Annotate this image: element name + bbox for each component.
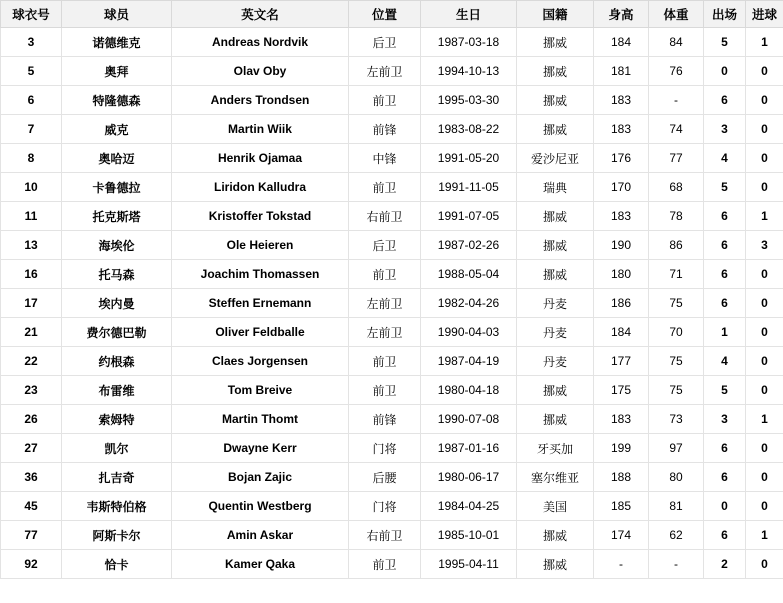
cell-goals: 0 [746, 115, 783, 144]
cell-height: 183 [594, 115, 649, 144]
table-row [1, 289, 783, 318]
cell-appearances: 6 [704, 260, 746, 289]
cell-appearances: 5 [704, 376, 746, 405]
cell-nationality: 挪威 [517, 57, 594, 86]
cell-height: 180 [594, 260, 649, 289]
cell-english-name: Kristoffer Tokstad [172, 202, 349, 231]
cell-nationality: 丹麦 [517, 347, 594, 376]
cell-appearances: 4 [704, 347, 746, 376]
cell-english-name: Kamer Qaka [172, 550, 349, 579]
cell-english-name: Joachim Thomassen [172, 260, 349, 289]
table-row [1, 463, 783, 492]
cell-english-name: Henrik Ojamaa [172, 144, 349, 173]
cell-birthday: 1987-04-19 [421, 347, 517, 376]
cell-position: 前卫 [349, 550, 421, 579]
cell-height: 183 [594, 405, 649, 434]
cell-appearances: 6 [704, 231, 746, 260]
cell-jersey-number: 26 [1, 405, 62, 434]
cell-nationality: 挪威 [517, 521, 594, 550]
cell-player-name: 埃内曼 [62, 289, 172, 318]
cell-goals: 1 [746, 28, 783, 57]
cell-english-name: Quentin Westberg [172, 492, 349, 521]
cell-birthday: 1991-11-05 [421, 173, 517, 202]
cell-jersey-number: 21 [1, 318, 62, 347]
cell-nationality: 美国 [517, 492, 594, 521]
cell-height: 183 [594, 86, 649, 115]
cell-nationality: 挪威 [517, 376, 594, 405]
cell-weight: 68 [649, 173, 704, 202]
column-header-height: 身高 [594, 1, 649, 28]
cell-english-name: Olav Oby [172, 57, 349, 86]
cell-weight: 75 [649, 347, 704, 376]
cell-nationality: 挪威 [517, 28, 594, 57]
cell-player-name: 布雷维 [62, 376, 172, 405]
cell-goals: 0 [746, 260, 783, 289]
cell-player-name: 托马森 [62, 260, 172, 289]
cell-jersey-number: 11 [1, 202, 62, 231]
cell-position: 前卫 [349, 86, 421, 115]
cell-english-name: Martin Wiik [172, 115, 349, 144]
cell-position: 左前卫 [349, 318, 421, 347]
cell-position: 门将 [349, 434, 421, 463]
cell-appearances: 6 [704, 202, 746, 231]
cell-appearances: 0 [704, 57, 746, 86]
cell-height: 183 [594, 202, 649, 231]
cell-player-name: 海埃伦 [62, 231, 172, 260]
cell-weight: 97 [649, 434, 704, 463]
cell-player-name: 奥拜 [62, 57, 172, 86]
cell-jersey-number: 45 [1, 492, 62, 521]
cell-height: 174 [594, 521, 649, 550]
cell-english-name: Martin Thomt [172, 405, 349, 434]
cell-nationality: 挪威 [517, 405, 594, 434]
cell-height: 190 [594, 231, 649, 260]
cell-height: 185 [594, 492, 649, 521]
cell-position: 前卫 [349, 347, 421, 376]
cell-jersey-number: 3 [1, 28, 62, 57]
cell-player-name: 韦斯特伯格 [62, 492, 172, 521]
cell-appearances: 6 [704, 521, 746, 550]
cell-nationality: 挪威 [517, 231, 594, 260]
cell-goals: 0 [746, 463, 783, 492]
cell-player-name: 威克 [62, 115, 172, 144]
cell-birthday: 1980-04-18 [421, 376, 517, 405]
cell-weight: 80 [649, 463, 704, 492]
cell-birthday: 1983-08-22 [421, 115, 517, 144]
cell-birthday: 1990-04-03 [421, 318, 517, 347]
cell-jersey-number: 27 [1, 434, 62, 463]
cell-nationality: 瑞典 [517, 173, 594, 202]
cell-english-name: Claes Jorgensen [172, 347, 349, 376]
cell-player-name: 托克斯塔 [62, 202, 172, 231]
cell-position: 门将 [349, 492, 421, 521]
cell-appearances: 6 [704, 434, 746, 463]
cell-goals: 0 [746, 434, 783, 463]
cell-weight: - [649, 550, 704, 579]
cell-birthday: 1991-05-20 [421, 144, 517, 173]
cell-position: 前锋 [349, 405, 421, 434]
cell-birthday: 1982-04-26 [421, 289, 517, 318]
cell-position: 前卫 [349, 260, 421, 289]
cell-player-name: 阿斯卡尔 [62, 521, 172, 550]
cell-birthday: 1995-03-30 [421, 86, 517, 115]
table-row [1, 347, 783, 376]
column-header-nationality: 国籍 [517, 1, 594, 28]
table-row [1, 231, 783, 260]
cell-goals: 0 [746, 550, 783, 579]
cell-goals: 1 [746, 202, 783, 231]
cell-weight: 76 [649, 57, 704, 86]
cell-jersey-number: 23 [1, 376, 62, 405]
cell-appearances: 4 [704, 144, 746, 173]
cell-english-name: Liridon Kalludra [172, 173, 349, 202]
table-row [1, 202, 783, 231]
cell-goals: 0 [746, 289, 783, 318]
cell-nationality: 挪威 [517, 260, 594, 289]
cell-appearances: 6 [704, 289, 746, 318]
cell-player-name: 费尔德巴勒 [62, 318, 172, 347]
cell-birthday: 1991-07-05 [421, 202, 517, 231]
cell-appearances: 6 [704, 463, 746, 492]
table-row [1, 376, 783, 405]
cell-birthday: 1987-02-26 [421, 231, 517, 260]
table-row [1, 550, 783, 579]
cell-position: 中锋 [349, 144, 421, 173]
cell-jersey-number: 10 [1, 173, 62, 202]
table-row [1, 405, 783, 434]
cell-weight: 71 [649, 260, 704, 289]
column-header-appearances: 出场 [704, 1, 746, 28]
cell-height: 177 [594, 347, 649, 376]
cell-goals: 1 [746, 521, 783, 550]
cell-goals: 0 [746, 318, 783, 347]
table-header-row [1, 1, 783, 28]
cell-nationality: 挪威 [517, 86, 594, 115]
cell-goals: 0 [746, 492, 783, 521]
cell-jersey-number: 36 [1, 463, 62, 492]
cell-birthday: 1987-03-18 [421, 28, 517, 57]
cell-english-name: Bojan Zajic [172, 463, 349, 492]
cell-birthday: 1995-04-11 [421, 550, 517, 579]
table-row [1, 173, 783, 202]
cell-weight: - [649, 86, 704, 115]
column-header-player-name: 球员 [62, 1, 172, 28]
cell-player-name: 卡鲁德拉 [62, 173, 172, 202]
column-header-position: 位置 [349, 1, 421, 28]
cell-player-name: 凯尔 [62, 434, 172, 463]
cell-birthday: 1984-04-25 [421, 492, 517, 521]
cell-birthday: 1987-01-16 [421, 434, 517, 463]
column-header-goals: 进球 [746, 1, 783, 28]
cell-height: 176 [594, 144, 649, 173]
cell-appearances: 3 [704, 405, 746, 434]
cell-position: 后卫 [349, 28, 421, 57]
column-header-english-name: 英文名 [172, 1, 349, 28]
cell-position: 右前卫 [349, 521, 421, 550]
table-row [1, 57, 783, 86]
cell-appearances: 1 [704, 318, 746, 347]
cell-height: 170 [594, 173, 649, 202]
cell-height: 184 [594, 28, 649, 57]
cell-height: - [594, 550, 649, 579]
cell-appearances: 5 [704, 173, 746, 202]
cell-english-name: Oliver Feldballe [172, 318, 349, 347]
cell-player-name: 索姆特 [62, 405, 172, 434]
cell-position: 右前卫 [349, 202, 421, 231]
cell-appearances: 3 [704, 115, 746, 144]
cell-goals: 0 [746, 376, 783, 405]
cell-goals: 1 [746, 405, 783, 434]
cell-jersey-number: 77 [1, 521, 62, 550]
column-header-jersey-number: 球衣号 [1, 1, 62, 28]
cell-birthday: 1994-10-13 [421, 57, 517, 86]
cell-english-name: Steffen Ernemann [172, 289, 349, 318]
cell-position: 后卫 [349, 231, 421, 260]
cell-weight: 86 [649, 231, 704, 260]
cell-jersey-number: 13 [1, 231, 62, 260]
cell-birthday: 1990-07-08 [421, 405, 517, 434]
cell-weight: 77 [649, 144, 704, 173]
cell-nationality: 牙买加 [517, 434, 594, 463]
cell-nationality: 挪威 [517, 550, 594, 579]
cell-goals: 3 [746, 231, 783, 260]
table-row [1, 28, 783, 57]
cell-birthday: 1980-06-17 [421, 463, 517, 492]
cell-birthday: 1988-05-04 [421, 260, 517, 289]
cell-appearances: 6 [704, 86, 746, 115]
cell-position: 左前卫 [349, 289, 421, 318]
cell-goals: 0 [746, 57, 783, 86]
cell-jersey-number: 17 [1, 289, 62, 318]
cell-height: 184 [594, 318, 649, 347]
cell-nationality: 挪威 [517, 115, 594, 144]
cell-jersey-number: 6 [1, 86, 62, 115]
cell-english-name: Tom Breive [172, 376, 349, 405]
cell-player-name: 特隆德森 [62, 86, 172, 115]
table-row [1, 144, 783, 173]
cell-weight: 74 [649, 115, 704, 144]
cell-nationality: 丹麦 [517, 289, 594, 318]
cell-english-name: Ole Heieren [172, 231, 349, 260]
cell-weight: 75 [649, 289, 704, 318]
cell-birthday: 1985-10-01 [421, 521, 517, 550]
cell-goals: 0 [746, 347, 783, 376]
table-row [1, 318, 783, 347]
table-row [1, 492, 783, 521]
cell-weight: 75 [649, 376, 704, 405]
cell-jersey-number: 16 [1, 260, 62, 289]
cell-weight: 70 [649, 318, 704, 347]
cell-nationality: 挪威 [517, 202, 594, 231]
cell-english-name: Anders Trondsen [172, 86, 349, 115]
cell-height: 186 [594, 289, 649, 318]
cell-english-name: Amin Askar [172, 521, 349, 550]
cell-jersey-number: 8 [1, 144, 62, 173]
cell-height: 199 [594, 434, 649, 463]
cell-weight: 73 [649, 405, 704, 434]
cell-english-name: Dwayne Kerr [172, 434, 349, 463]
cell-height: 188 [594, 463, 649, 492]
cell-height: 181 [594, 57, 649, 86]
cell-goals: 0 [746, 86, 783, 115]
cell-goals: 0 [746, 144, 783, 173]
cell-goals: 0 [746, 173, 783, 202]
cell-player-name: 扎吉奇 [62, 463, 172, 492]
cell-english-name: Andreas Nordvik [172, 28, 349, 57]
cell-weight: 81 [649, 492, 704, 521]
table-row [1, 260, 783, 289]
cell-nationality: 丹麦 [517, 318, 594, 347]
cell-position: 后腰 [349, 463, 421, 492]
cell-jersey-number: 22 [1, 347, 62, 376]
cell-nationality: 爱沙尼亚 [517, 144, 594, 173]
cell-player-name: 约根森 [62, 347, 172, 376]
table-row [1, 521, 783, 550]
cell-nationality: 塞尔维亚 [517, 463, 594, 492]
cell-position: 前卫 [349, 376, 421, 405]
cell-player-name: 恰卡 [62, 550, 172, 579]
cell-appearances: 5 [704, 28, 746, 57]
cell-position: 左前卫 [349, 57, 421, 86]
table-row [1, 434, 783, 463]
cell-appearances: 0 [704, 492, 746, 521]
cell-weight: 62 [649, 521, 704, 550]
cell-appearances: 2 [704, 550, 746, 579]
column-header-birthday: 生日 [421, 1, 517, 28]
cell-position: 前卫 [349, 173, 421, 202]
cell-player-name: 诺德维克 [62, 28, 172, 57]
cell-weight: 78 [649, 202, 704, 231]
cell-weight: 84 [649, 28, 704, 57]
table-row [1, 115, 783, 144]
cell-jersey-number: 7 [1, 115, 62, 144]
cell-position: 前锋 [349, 115, 421, 144]
cell-player-name: 奥哈迈 [62, 144, 172, 173]
cell-jersey-number: 92 [1, 550, 62, 579]
cell-jersey-number: 5 [1, 57, 62, 86]
table-row [1, 86, 783, 115]
column-header-weight: 体重 [649, 1, 704, 28]
cell-height: 175 [594, 376, 649, 405]
